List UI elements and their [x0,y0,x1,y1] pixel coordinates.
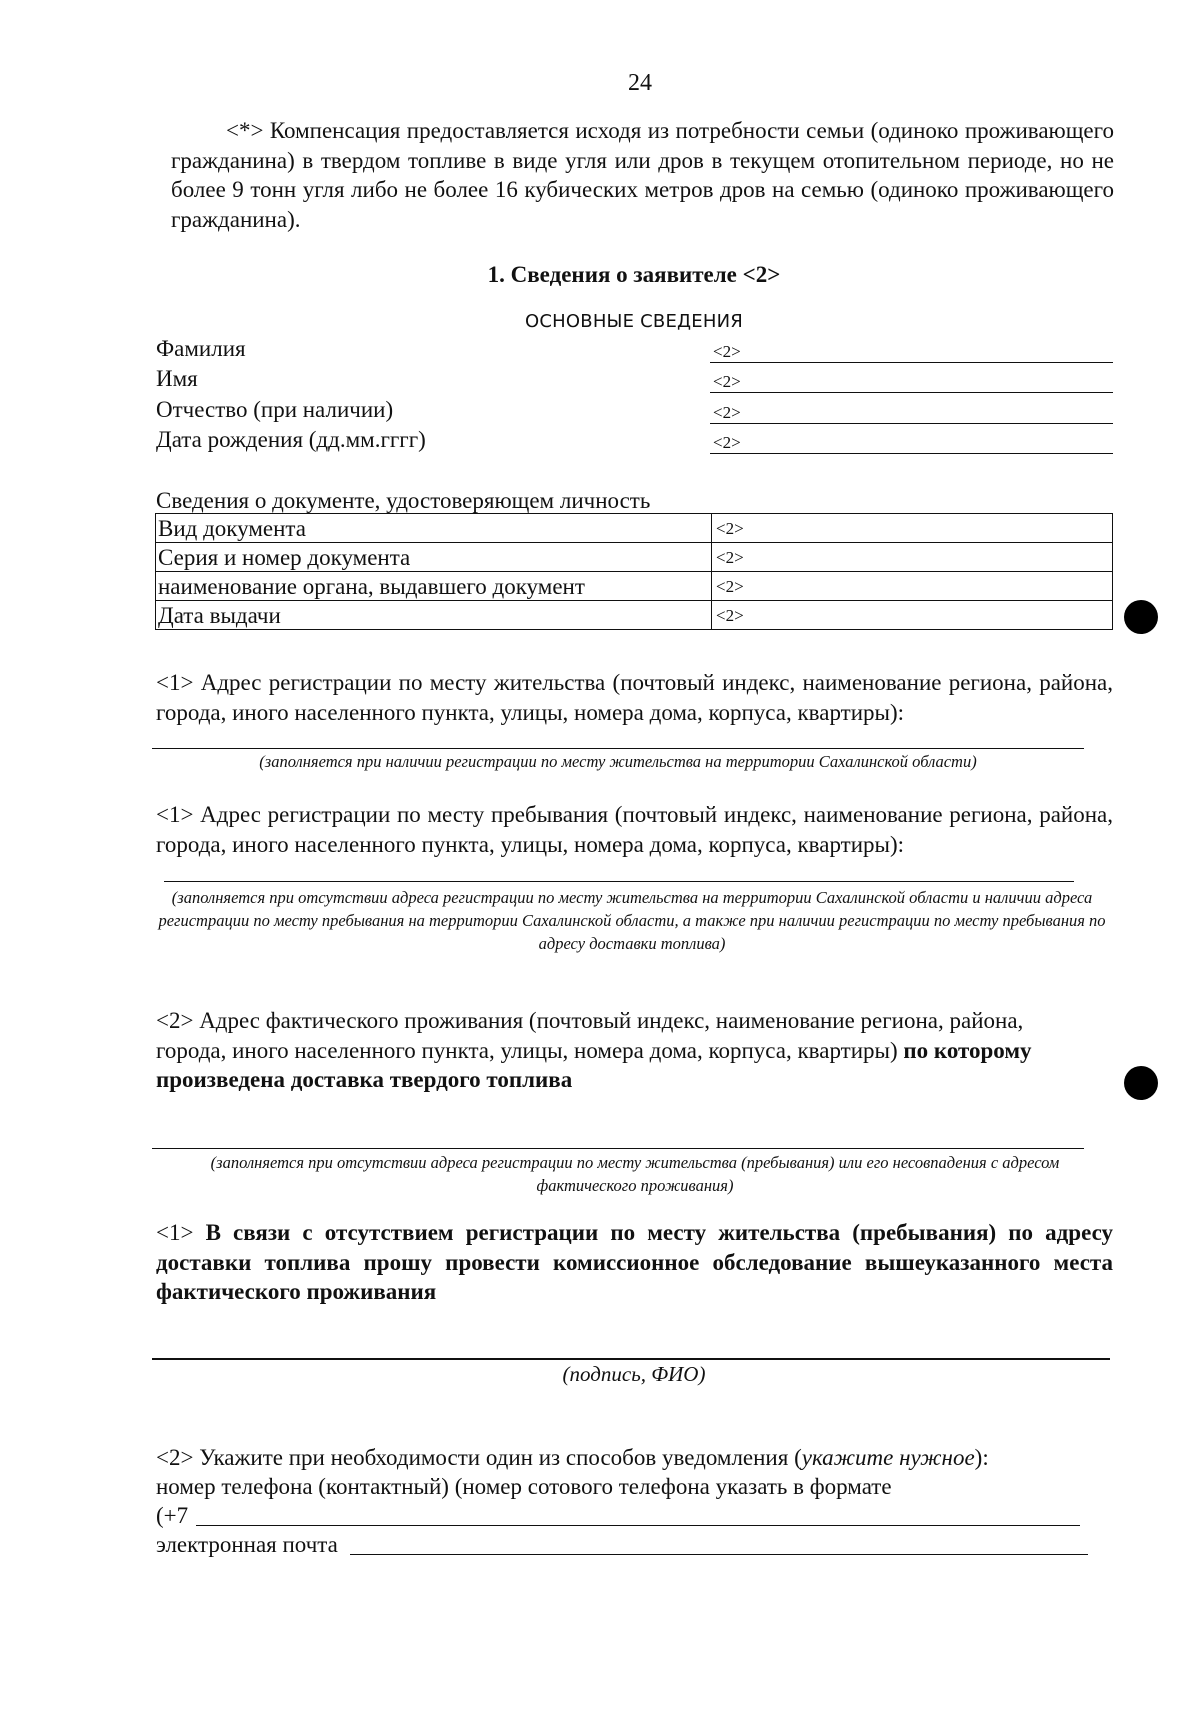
email-label: электронная почта [156,1532,338,1557]
notification-italic: укажите нужное [801,1445,975,1470]
stay-address-line[interactable] [164,881,1074,882]
phone-input-line[interactable] [196,1503,1080,1526]
document-issue-date-label: Дата выдачи [156,601,712,630]
field-value-name[interactable]: <2> [710,372,1113,393]
document-number-label: Серия и номер документа [156,543,712,572]
document-caption: Сведения о документе, удостоверяющем личность [156,488,651,513]
registration-address-note: (заполняется при наличии регистрации по месту жительства на территории Сахалинской области) [259,752,977,771]
actual-address-main: <2> Адрес фактического проживания (почтовый индекс, наименование региона, района, города, иного населенного пункта, улицы, номера дома, корпуса, квартиры) [156,1008,1024,1063]
registration-address-text: <1> Адрес регистрации по месту жительства (почтовый индекс, наименование региона, района, города, иного населенного пункта, улицы, номера дома, корпуса, квартиры): [156,670,1113,725]
field-label-birthdate: Дата рождения (дд.мм.гггг) [156,427,426,452]
actual-address-text [156,1006,1096,1095]
document-issuer-label: наименование органа, выдавшего документ [156,572,712,601]
section-title: 1. Сведения о заявителе <2> [487,262,781,287]
table-row [156,543,1113,572]
actual-address-note: (заполняется при отсутствии адреса регистрации по месту жительства (пребывания) или его несовпадения с адресом фактического проживания) [210,1153,1060,1195]
document-issuer-value[interactable]: <2> [712,572,1113,601]
stay-address-text: <1> Адрес регистрации по месту пребывания (почтовый индекс, наименование региона, района, города, иного населенного пункта, улицы, номера дома, корпуса, квартиры): [156,802,1113,857]
actual-address-emphasis: по которому произведена доставка твердого топлива [156,1037,1032,1092]
field-label-name: Имя [156,366,198,391]
punch-hole-mark [1124,1066,1158,1100]
stay-address-note: (заполняется при отсутствии адреса регистрации по месту жительства на территории Сахалинской области и наличии адреса регистрации по месту пребывания на территории Сахалинской области, а также при наличии регистрации по месту пребывания по адресу доставки топлива) [158,888,1106,953]
document-table [155,513,1113,630]
notification-instruction [156,1445,989,1471]
document-number-value[interactable]: <2> [712,543,1113,572]
intro-paragraph: <*> Компенсация предоставляется исходя из потребности семьи (одиноко проживающего гражданина) в твердом топливе в виде угля или дров в текущем отопительном периоде, но не более 9 тонн угля либо не более 16 кубических метров дров на семью (одиноко проживающего гражданина). [171,118,1114,232]
phone-prefix: (+7 [156,1503,189,1528]
registration-address-line[interactable] [152,748,1084,749]
field-label-surname: Фамилия [156,336,246,361]
field-label-patronymic: Отчество (при наличии) [156,397,394,422]
document-type-label: Вид документа [156,514,712,543]
notification-suffix: ): [974,1445,989,1470]
inspection-request-text: В связи с отсутствием регистрации по месту жительства (пребывания) по адресу доставки топлива прошу провести комиссионное обследование вышеуказанного места фактического проживания [156,1220,1113,1304]
page-number: 24 [628,70,652,96]
phone-label: номер телефона (контактный) (номер сотового телефона указать в формате [156,1474,892,1499]
signature-line[interactable] [152,1358,1110,1360]
document-issue-date-value[interactable]: <2> [712,601,1113,630]
table-row [156,572,1113,601]
document-type-value[interactable]: <2> [712,514,1113,543]
field-value-patronymic[interactable]: <2> [710,403,1113,424]
field-value-birthdate[interactable]: <2> [710,433,1113,454]
inspection-request [156,1218,1113,1307]
table-row [156,514,1113,543]
notification-prefix: <2> Укажите при необходимости один из способов уведомления ( [156,1445,802,1470]
email-input-line[interactable] [350,1532,1088,1555]
table-row [156,601,1113,630]
actual-address-line[interactable] [152,1148,1084,1149]
field-value-surname[interactable]: <2> [710,342,1113,363]
inspection-request-prefix: <1> [156,1220,194,1245]
signature-caption: (подпись, ФИО) [562,1362,706,1386]
punch-hole-mark [1124,600,1158,634]
subheading-basic-info: ОСНОВНЫЕ СВЕДЕНИЯ [525,311,743,332]
